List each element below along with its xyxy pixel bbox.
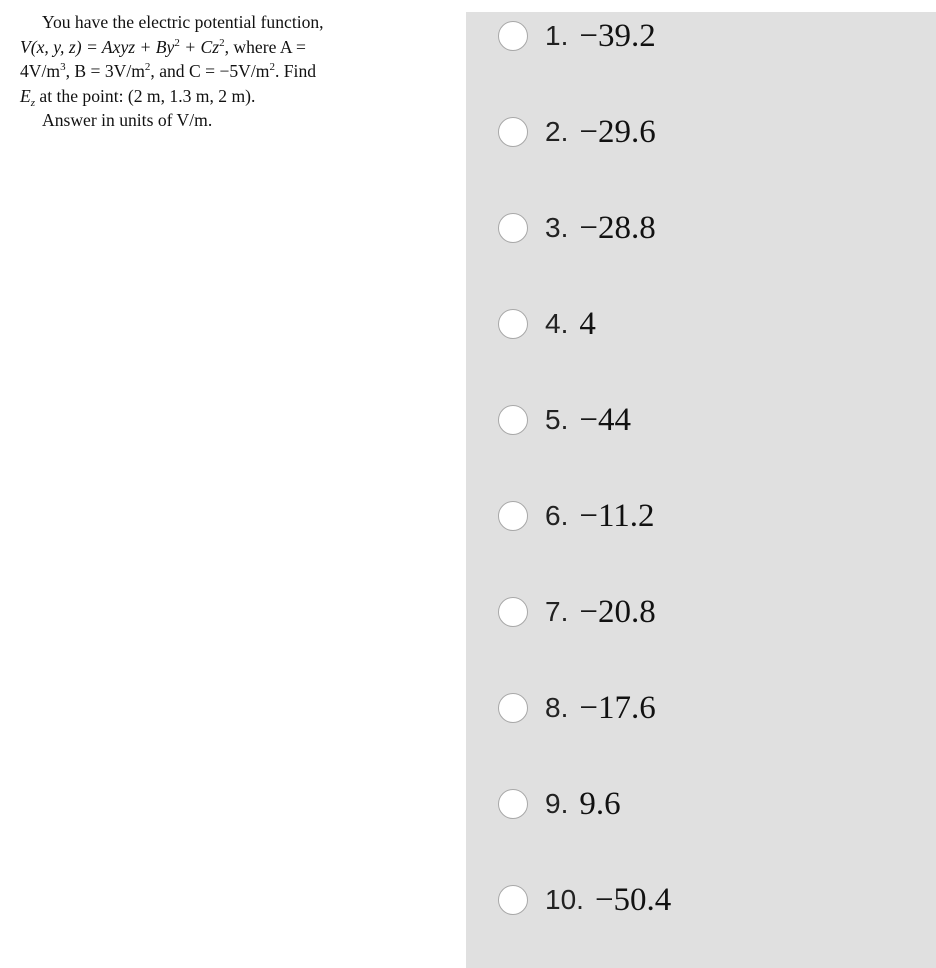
choice-number: 9. [545,788,569,819]
choice-number: 10. [545,884,584,915]
radio-button-icon[interactable] [498,213,528,243]
choice-value: 9.6 [579,785,621,822]
choice-number: 8. [545,692,569,723]
constant-c: , and C = −5V/m [150,61,270,81]
radio-button-icon[interactable] [498,405,528,435]
choice-value: −28.8 [579,209,656,246]
question-line-1: You have the electric potential function, [42,12,324,32]
potential-formula [20,35,306,60]
radio-button-icon[interactable] [498,693,528,723]
choice-number: 1. [545,20,569,51]
answer-choice-8[interactable] [498,688,656,728]
field-subscript: z [30,96,36,109]
answer-choice-5[interactable] [498,400,631,440]
exponent: 3 [60,61,66,73]
choice-value: −20.8 [579,593,656,630]
radio-button-icon[interactable] [498,501,528,531]
find-text: . Find [274,61,317,81]
point-text: at the point: (2 m, 1.3 m, 2 m). [35,85,256,106]
choice-value: −11.2 [579,497,655,534]
choice-value: 4 [579,305,596,342]
choice-number: 5. [545,404,569,435]
answer-choice-3[interactable] [498,208,656,248]
choice-number: 3. [545,212,569,243]
formula-part-c: , where A = [224,36,306,57]
radio-button-icon[interactable] [498,597,528,627]
radio-button-icon[interactable] [498,309,528,339]
radio-button-icon[interactable] [498,789,528,819]
constant-b: , B = 3V/m [65,61,145,81]
choice-number: 2. [545,116,569,147]
radio-button-icon[interactable] [498,117,528,147]
question-text [20,10,436,133]
constant-a: 4V/m [20,61,61,81]
question-line-2 [20,35,436,60]
answer-choice-1[interactable] [498,16,656,56]
choice-number: 4. [545,308,569,339]
question-line-3 [20,59,436,84]
answer-units: Answer in units of V/m. [42,110,213,130]
choice-number: 7. [545,596,569,627]
answer-choice-9[interactable] [498,784,621,824]
choice-value: −17.6 [579,689,656,726]
exponent: 2 [269,61,275,73]
formula-part-a: V(x, y, z) = Axyz + By [20,36,175,57]
radio-button-icon[interactable] [498,21,528,51]
question-line-4 [20,84,436,109]
exponent: 2 [219,36,225,49]
formula-part-b: + Cz [179,36,220,57]
answer-choices-panel [466,12,936,968]
choice-value: −44 [579,401,631,438]
answer-choice-10[interactable] [498,880,671,920]
exponent: 2 [174,36,180,49]
radio-button-icon[interactable] [498,885,528,915]
exponent: 2 [144,61,151,73]
field-symbol: E [20,85,31,106]
choice-number: 6. [545,500,569,531]
choice-value: −29.6 [579,113,656,150]
answer-choice-7[interactable] [498,592,656,632]
answer-choice-4[interactable] [498,304,596,344]
choice-value: −50.4 [594,881,672,918]
answer-choice-6[interactable] [498,496,655,536]
choice-value: −39.2 [579,17,656,54]
answer-choice-2[interactable] [498,112,656,152]
